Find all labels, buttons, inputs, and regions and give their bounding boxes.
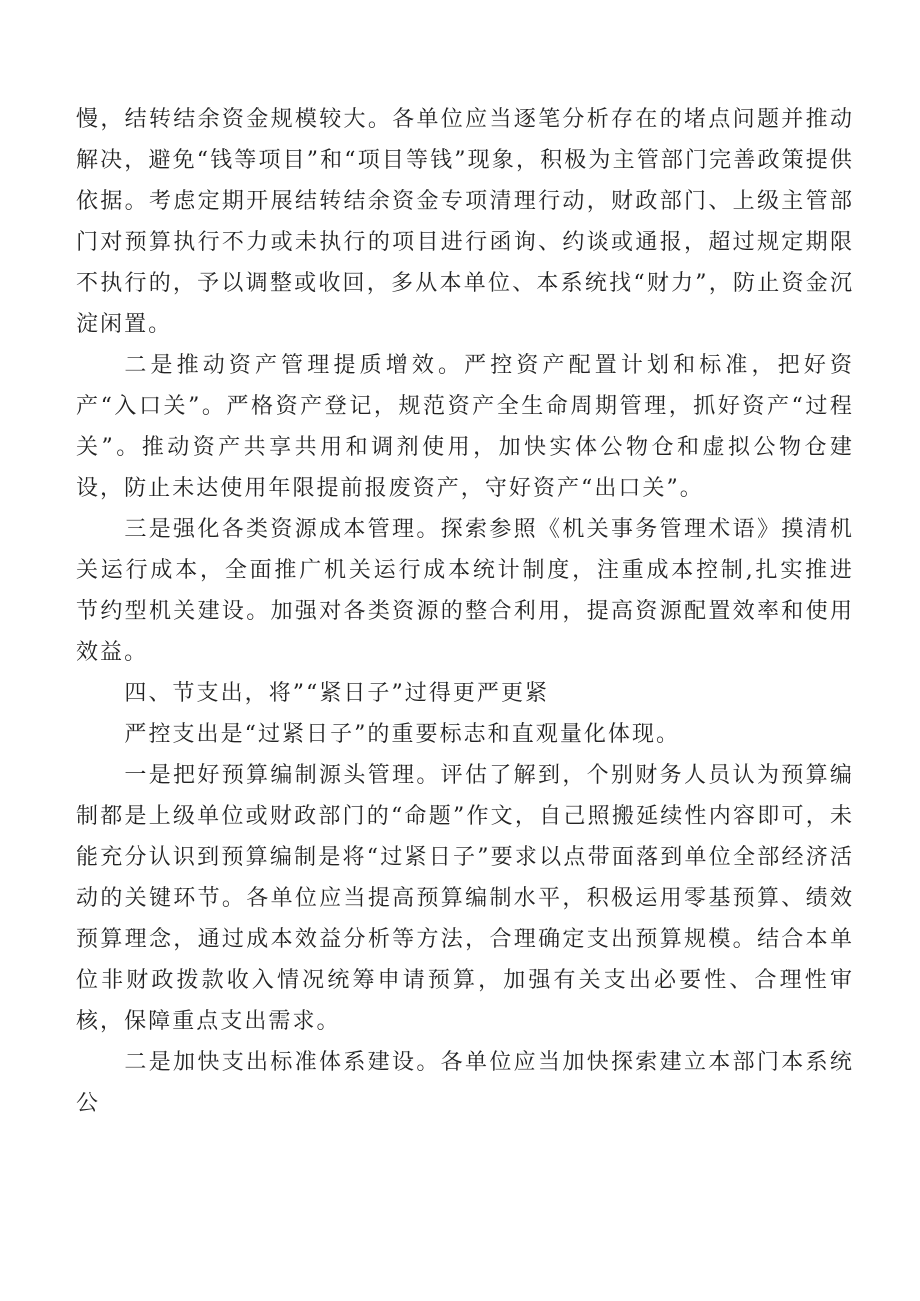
paragraph-expenditure-control: 严控支出是“过紧日子”的重要标志和直观量化体现。 (124, 722, 681, 747)
paragraph-asset-management: 二是推动资产管理提质增效。严控资产配置计划和标准，把好资产“入口关”。严格资产登记，规范资产全生命周期管理，抓好资产“过程关”。推动资产共享共用和调剂使用，加快实体公物仓和虚拟公物仓建设，防止未达使用年限提前报废资产，守好资产“出口关”。 (76, 353, 854, 501)
paragraph-carryover: 慢，结转结余资金规模较大。各单位应当逐笔分析存在的堵点问题并推动解决，避免“钱等项目”和“项目等钱”现象，积极为主管部门完善政策提供依据。考虑定期开展结转结余资金专项清理行动，财政部门、上级主管部门对预算执行不力或未执行的项目进行函询、约谈或通报，超过规定期限不执行的，予以调整或收回，多从本单位、本系统找“财力”，防止资金沉淀闲置。 (76, 107, 854, 337)
paragraph-expenditure-standards: 二是加快支出标准体系建设。各单位应当加快探索建立本部门本系统公 (76, 1050, 854, 1116)
document-body (76, 99, 854, 1124)
section-heading-4: 四、节支出，将”“紧日子”过得更严更紧 (124, 681, 550, 706)
paragraph-resource-cost: 三是强化各类资源成本管理。探索参照《机关事务管理术语》摸清机关运行成本，全面推广机关运行成本统计制度，注重成本控制,扎实推进节约型机关建设。加强对各类资源的整合利用，提高资源配置效率和使用效益。 (76, 517, 854, 665)
paragraph-budget-preparation: 一是把好预算编制源头管理。评估了解到，个别财务人员认为预算编制都是上级单位或财政部门的“命题”作文，自己照搬延续性内容即可，未能充分认识到预算编制是将“过紧日子”要求以点带面落到单位全部经济活动的关键环节。各单位应当提高预算编制水平，积极运用零基预算、绩效预算理念，通过成本效益分析等方法，合理确定支出预算规模。结合本单位非财政拨款收入情况统筹申请预算，加强有关支出必要性、合理性审核，保障重点支出需求。 (76, 763, 854, 1034)
